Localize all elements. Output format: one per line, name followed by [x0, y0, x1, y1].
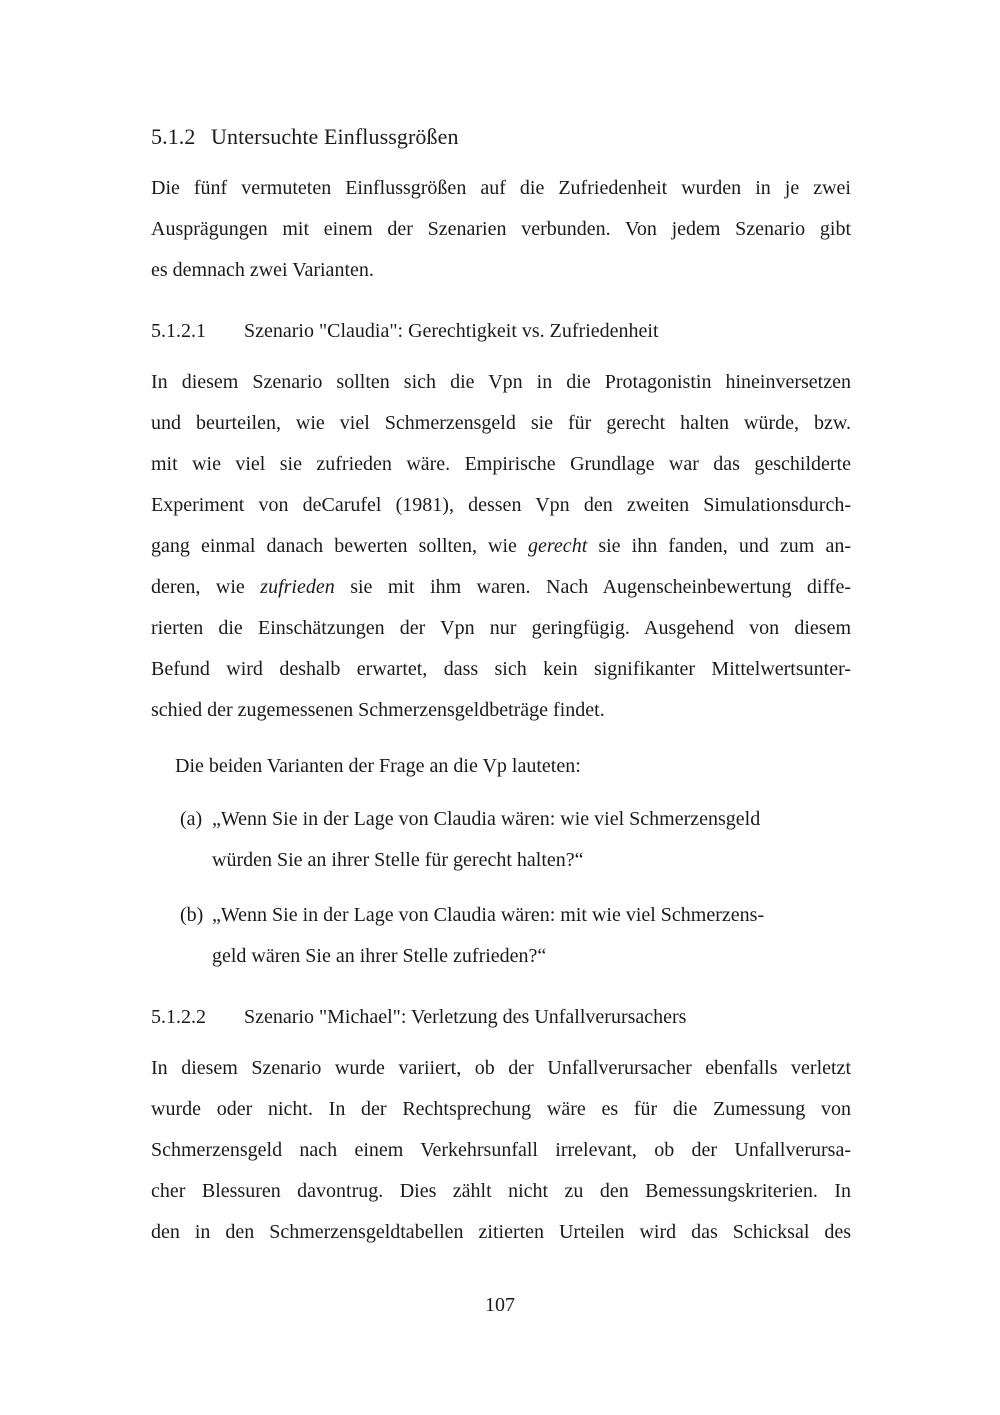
question-intro: Die beiden Varianten der Frage an die Vp lauteten: — [175, 755, 581, 777]
text-line — [151, 567, 851, 608]
text-line: rierten die Einschätzungen der Vpn nur geringfügig. Ausgehend von diesem — [151, 617, 851, 639]
section-heading — [151, 124, 459, 150]
section-title: Untersuchte Einflussgrößen — [211, 124, 459, 149]
text-line: Ausprägungen mit einem der Szenarien verbunden. Von jedem Szenario gibt — [151, 218, 851, 240]
michael-paragraph — [151, 1048, 851, 1253]
text-segment: sie mit ihm waren. Nach Augenscheinbewertung diffe- — [334, 576, 851, 598]
text-segment: sie ihn fanden, und zum an- — [587, 535, 851, 557]
text-line: mit wie viel sie zufrieden wäre. Empirische Grundlage war das geschilderte — [151, 453, 851, 475]
subsection-number: 5.1.2.1 — [151, 320, 206, 342]
text-line: Die fünf vermuteten Einflussgrößen auf die Zufriedenheit wurden in je zwei — [151, 177, 851, 199]
item-body — [212, 895, 850, 977]
text-line: cher Blessuren davontrug. Dies zählt nicht zu den Bemessungskriterien. In — [151, 1180, 851, 1202]
text-line: und beurteilen, wie viel Schmerzensgeld sie für gerecht halten würde, bzw. — [151, 412, 851, 434]
text-segment: deren, wie — [151, 576, 261, 598]
emphasis-gerecht: gerecht — [528, 535, 588, 557]
text-line: In diesem Szenario wurde variiert, ob der Unfallverursacher ebenfalls verletzt — [151, 1057, 851, 1079]
text-line: Schmerzensgeld nach einem Verkehrsunfall irrelevant, ob der Unfallverursa- — [151, 1139, 851, 1161]
text-line: schied der zugemessenen Schmerzensgeldbeträge findet. — [151, 699, 605, 721]
text-line: geld wären Sie an ihrer Stelle zufrieden?“ — [212, 945, 547, 967]
text-line: In diesem Szenario sollten sich die Vpn in die Protagonistin hineinversetzen — [151, 371, 851, 393]
subsection-number: 5.1.2.2 — [151, 1006, 206, 1028]
subsection-title: Szenario "Claudia": Gerechtigkeit vs. Zufriedenheit — [244, 320, 659, 342]
text-line: den in den Schmerzensgeldtabellen zitierten Urteilen wird das Schicksal des — [151, 1221, 851, 1243]
item-label: (a) — [180, 808, 203, 830]
text-line: wurde oder nicht. In der Rechtsprechung wäre es für die Zumessung von — [151, 1098, 851, 1120]
emphasis-zufrieden: zufrieden — [260, 576, 335, 598]
subsection-heading-michael — [151, 1006, 686, 1029]
text-line: es demnach zwei Varianten. — [151, 259, 374, 281]
item-label: (b) — [180, 904, 204, 926]
section-number: 5.1.2 — [151, 124, 196, 149]
text-line — [151, 526, 851, 567]
text-line: „Wenn Sie in der Lage von Claudia wären: wie viel Schmerzensgeld — [212, 808, 761, 830]
text-line: würden Sie an ihrer Stelle für gerecht halten?“ — [212, 849, 584, 871]
text-line: Experiment von deCarufel (1981), dessen Vpn den zweiten Simulationsdurch- — [151, 494, 851, 516]
text-segment: gang einmal danach bewerten sollten, wie — [151, 535, 529, 557]
text-line: Befund wird deshalb erwartet, dass sich kein signifikanter Mittelwertsunter- — [151, 658, 851, 680]
section-intro-paragraph — [151, 168, 851, 291]
item-body — [212, 799, 850, 881]
subsection-heading-claudia — [151, 320, 659, 343]
subsection-title: Szenario "Michael": Verletzung des Unfallverursachers — [244, 1006, 687, 1028]
page-number: 107 — [485, 1294, 515, 1316]
claudia-paragraph — [151, 362, 851, 731]
text-line: „Wenn Sie in der Lage von Claudia wären: mit wie viel Schmerzens- — [212, 904, 765, 926]
